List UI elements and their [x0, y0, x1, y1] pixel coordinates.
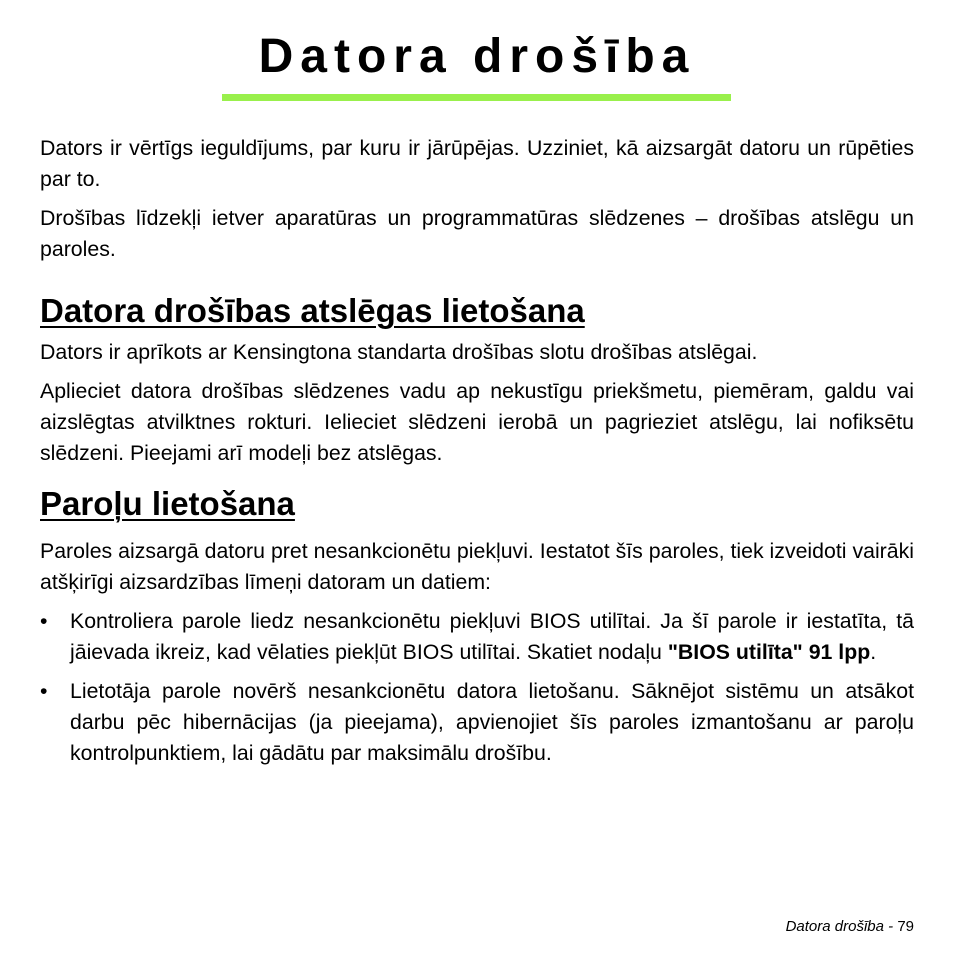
intro-paragraph-2: Drošības līdzekļi ietver aparatūras un programmatūras slēdzenes – drošības atslēgu un paroles.	[40, 206, 914, 261]
lock-paragraph-1: Dators ir aprīkots ar Kensingtona standarta drošības slotu drošības atslēgai.	[40, 340, 758, 364]
bullet-text: Lietotāja parole novērš nesankcionētu datora lietošanu. Sāknējot sistēmu un atsākot darbu pēc hibernācijas (ja pieejama), apvienojiet šīs paroles izmantošanu ar paroļu kontrolpunktiem, lai gādātu par maksimālu drošību.	[70, 679, 914, 765]
page-footer	[786, 917, 914, 937]
list-item	[40, 606, 914, 668]
page-content	[40, 133, 914, 769]
bullet-text: Kontroliera parole liedz nesankcionētu piekļuvi BIOS utilītai. Ja šī parole ir iestatīta, tā jāievada ikreiz, kad vēlaties piekļūt BIOS utilītai. Skatiet nodaļu	[70, 609, 914, 664]
title-underline-bar	[222, 94, 731, 101]
bullet-icon: •	[40, 679, 48, 703]
page-title: Datora drošība	[258, 30, 696, 83]
bios-utility-link[interactable]: "BIOS utilīta" 91 lpp	[667, 640, 871, 664]
page-number: 79	[897, 918, 914, 935]
password-bullet-list	[40, 606, 914, 769]
section-heading-lock: Datora drošības atslēgas lietošana	[40, 292, 585, 329]
list-item	[40, 676, 914, 769]
bullet-icon: •	[40, 609, 48, 633]
footer-label: Datora drošība -	[785, 918, 894, 935]
lock-paragraph-2: Aplieciet datora drošības slēdzenes vadu ap nekustīgu priekšmetu, piemēram, galdu vai aizslēgtas atvilktnes rokturi. Ielieciet slēdzeni ierobā un pagrieziet atslēgu, lai nofiksētu slēdzeni. Pieejami arī modeļi bez atslēgas.	[40, 379, 914, 465]
intro-paragraph-1: Dators ir vērtīgs ieguldījums, par kuru ir jārūpējas. Uzziniet, kā aizsargāt datoru un rūpēties par to.	[40, 136, 914, 191]
section-heading-passwords: Paroļu lietošana	[40, 485, 295, 522]
passwords-paragraph: Paroles aizsargā datoru pret nesankcionētu piekļuvi. Iestatot šīs paroles, tiek izveidoti vairāki atšķirīgi aizsardzības līmeņi datoram un datiem:	[40, 539, 914, 594]
bullet-text-end: .	[870, 640, 877, 664]
